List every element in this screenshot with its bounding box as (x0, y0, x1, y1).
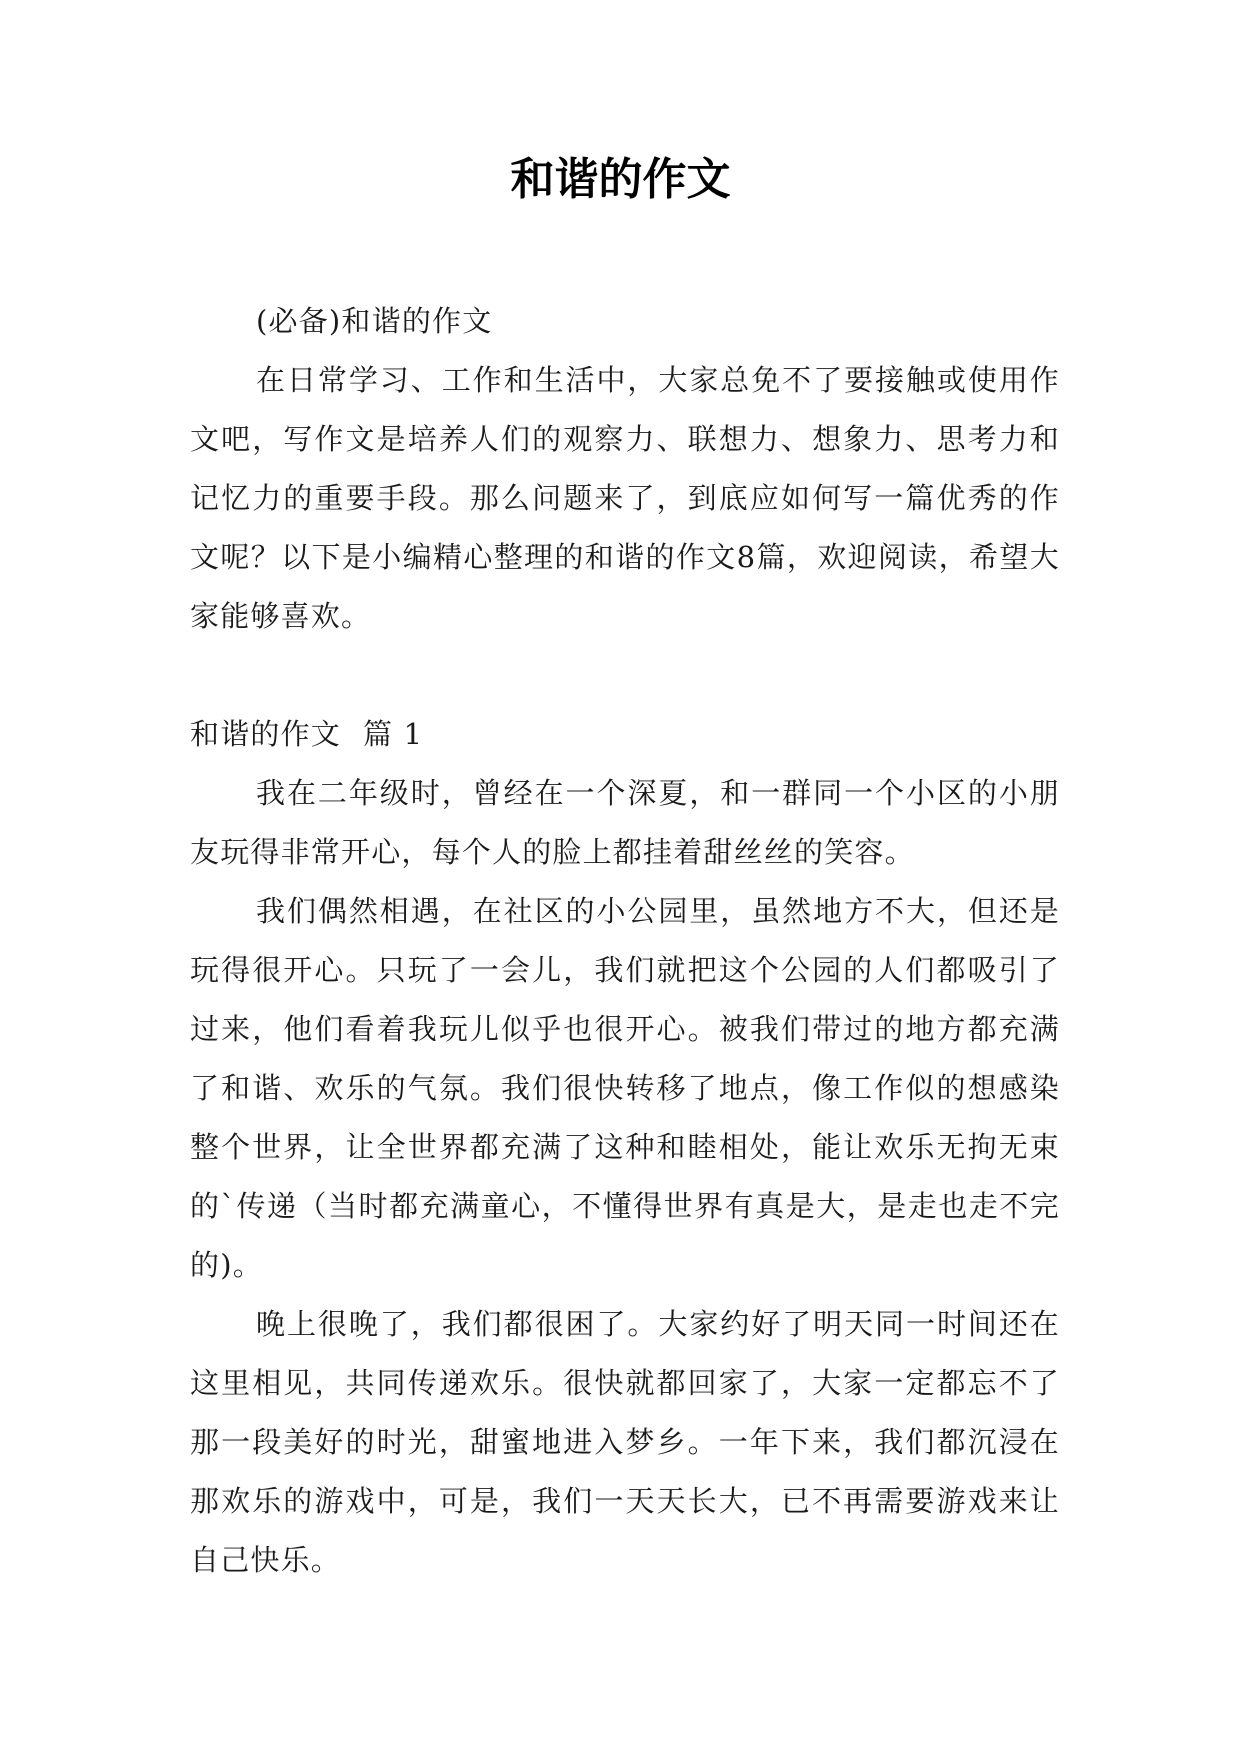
document-body (190, 292, 1060, 1590)
section-heading-number: 篇 1 (363, 717, 424, 751)
section-heading (190, 705, 1060, 764)
section-paragraph-1: 我在二年级时，曾经在一个深夏，和一群同一个小区的小朋友玩得非常开心，每个人的脸上都挂着甜丝丝的笑容。 (190, 776, 1060, 869)
document-subtitle: (必备)和谐的作文 (256, 304, 493, 338)
document-title: 和谐的作文 (510, 154, 731, 205)
section-heading-title: 和谐的作文 (190, 717, 342, 751)
section-paragraph-2: 我们偶然相遇，在社区的小公园里，虽然地方不大，但还是玩得很开心。只玩了一会儿，我们就把这个公园的人们都吸引了过来，他们看着我玩儿似乎也很开心。被我们带过的地方都充满了和谐、欢乐的气氛。我们很快转移了地点，像工作似的想感染整个世界，让全世界都充满了这种和睦相处，能让欢乐无拘无束的`传递（当时都充满童心，不懂得世界有真是大，是走也走不完的)。 (190, 894, 1060, 1282)
section-spacer (190, 646, 1060, 705)
section-paragraph-3: 晚上很晚了，我们都很困了。大家约好了明天同一时间还在这里相见，共同传递欢乐。很快就都回家了，大家一定都忘不了那一段美好的时光，甜蜜地进入梦乡。一年下来，我们都沉浸在那欢乐的游戏中，可是，我们一天天长大，已不再需要游戏来让自己快乐。 (190, 1307, 1060, 1577)
intro-paragraph: 在日常学习、工作和生活中，大家总免不了要接触或使用作文吧，写作文是培养人们的观察力、联想力、想象力、思考力和记忆力的重要手段。那么问题来了，到底应如何写一篇优秀的作文呢？以下是小编精心整理的和谐的作文8篇，欢迎阅读，希望大家能够喜欢。 (190, 363, 1060, 633)
